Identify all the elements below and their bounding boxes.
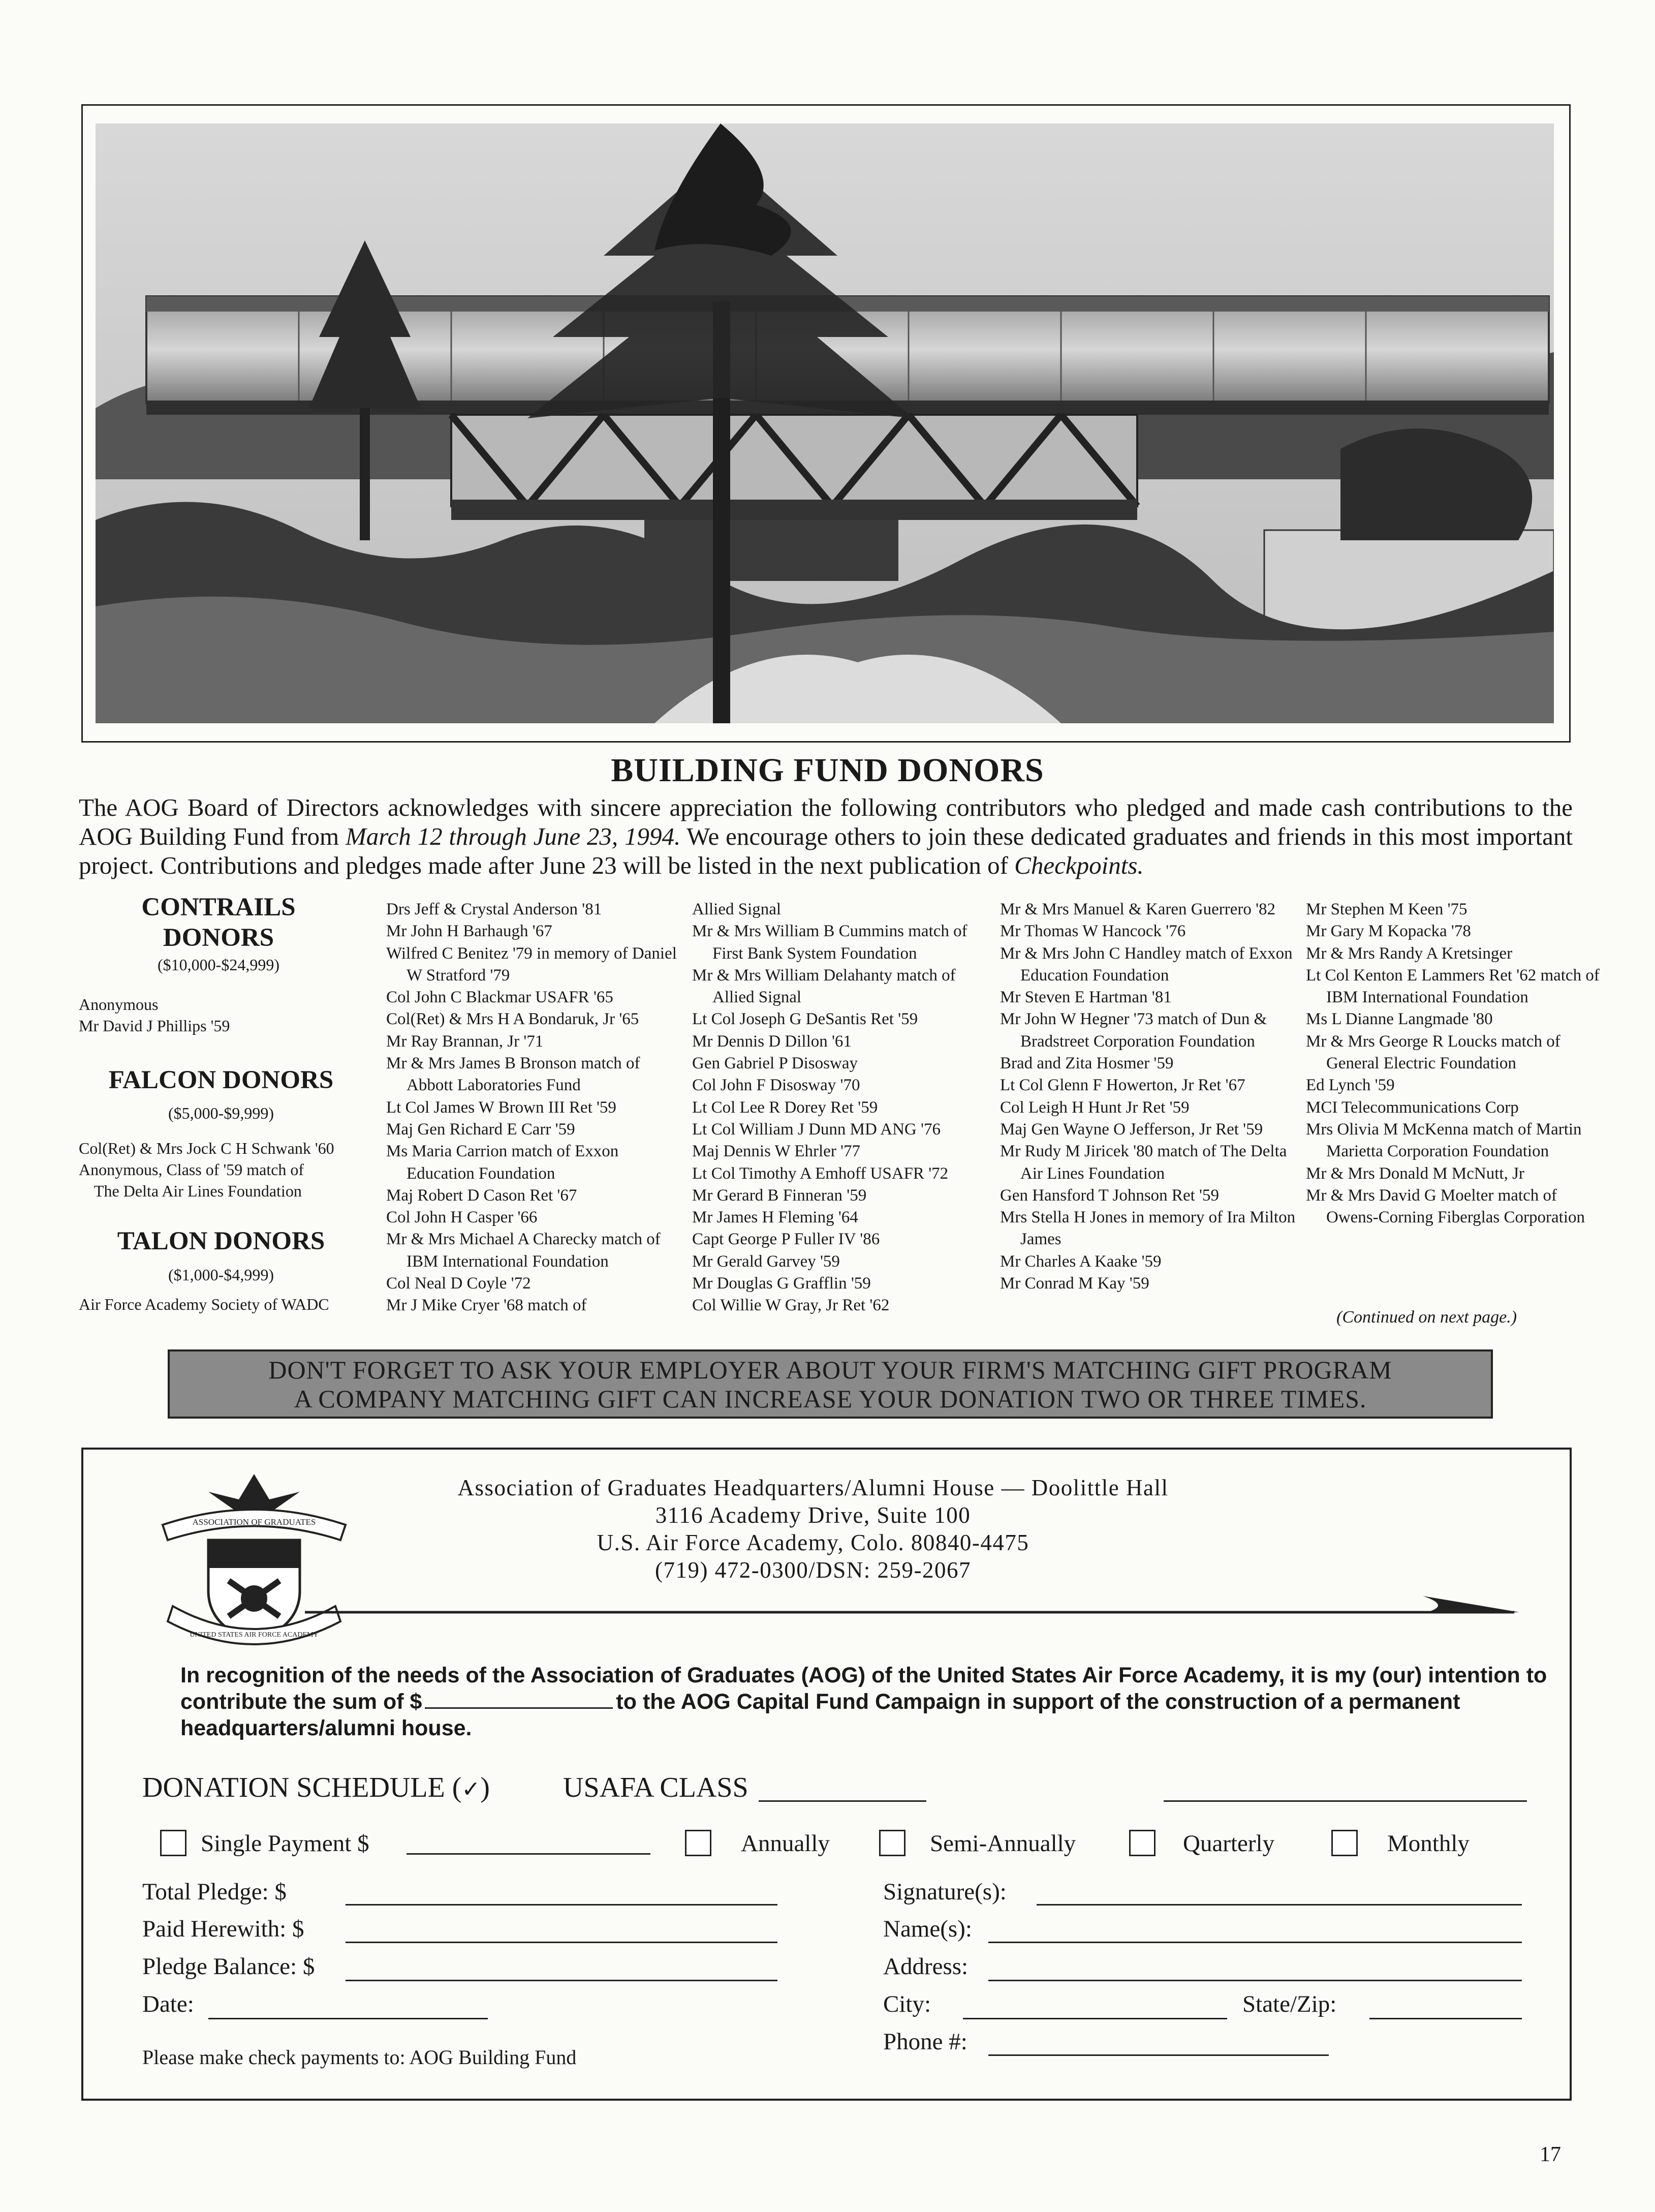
donor-entry: Mr Dennis D Dillon '61 [692,1032,852,1051]
donor-entry: Ms L Dianne Langmade '80 [1306,1010,1493,1029]
donor-column-2 [692,899,997,1317]
donor-entry: Col Willie W Gray, Jr Ret '62 [692,1296,890,1315]
donation-schedule-text: DONATION SCHEDULE ( [142,1772,462,1803]
donor-column-1 [386,899,681,1317]
donor-entry: Mr Ray Brannan, Jr '71 [386,1032,544,1051]
donor-entry: Mr & Mrs William B Cummins match of First Bank System Foundation [692,922,967,963]
donor-entry: Col John H Casper '66 [386,1208,538,1227]
intro-dates: March 12 through June 23, 1994. [345,822,681,850]
continued-note: (Continued on next page.) [1336,1308,1517,1327]
donor-entry: Mrs Stella H Jones in memory of Ira Milton James [1000,1208,1296,1249]
pledge-balance-field[interactable] [346,1980,777,1981]
talon-donor-list [79,1294,384,1315]
donor-entry: Maj Robert D Cason Ret '67 [386,1186,577,1205]
banner-line-1: DON'T FORGET TO ASK YOUR EMPLOYER ABOUT YOUR FIRM'S MATCHING GIFT PROGRAM [268,1356,1392,1384]
pledge-amount-field[interactable] [425,1707,613,1709]
donation-schedule-label [142,1771,490,1804]
usafa-class-label: USAFA CLASS [563,1772,748,1803]
donor-entry: Mr & Mrs David G Moelter match of Owens-Corning Fiberglas Corporation [1306,1186,1585,1227]
donor-entry: Ed Lynch '59 [1306,1076,1395,1095]
donor-entry: Capt George P Fuller IV '86 [692,1230,880,1249]
donor-entry: Mr J Mike Cryer '68 match of [386,1296,587,1315]
pledge-statement-part-1: In recognition of the needs of the Association of Graduates (AOG) of the United States Air Force Academy, it is my (our) intention to contribute the sum of $ [180,1663,1547,1714]
pledge-statement-part-2: to the AOG Capital Fund Campaign in support of the construction of a permanent headquarters/alumni house. [180,1689,1460,1740]
donor-entry: The Delta Air Lines Foundation [94,1182,302,1200]
single-payment-field[interactable] [407,1853,650,1855]
donor-column-3 [1000,899,1300,1295]
city-field[interactable] [963,2018,1227,2019]
signature-field[interactable] [1037,1904,1522,1906]
donor-entry: Mr Steven E Hartman '81 [1000,988,1172,1007]
donor-entry: Mr & Mrs Randy A Kretsinger [1306,944,1513,963]
donor-entry: Mr & Mrs Manuel & Karen Guerrero '82 [1000,900,1276,918]
svg-text:ASSOCIATION OF GRADUATES: ASSOCIATION OF GRADUATES [192,1517,316,1527]
donor-entry: Brad and Zita Hosmer '59 [1000,1054,1174,1073]
address-line-4: (719) 472-0300/DSN: 259-2067 [655,1557,971,1583]
contrails-range: ($10,000-$24,999) [158,956,279,974]
donor-entry: Mr & Mrs James B Bronson match of Abbott Laboratories Fund [386,1054,640,1095]
donor-entry: Mr Gerald Garvey '59 [692,1252,840,1271]
donor-entry: MCI Telecommunications Corp [1306,1098,1519,1117]
paid-herewith-field[interactable] [346,1942,777,1943]
donor-entry: Anonymous, Class of '59 match of [79,1160,304,1179]
semi-annually-label: Semi-Annually [930,1830,1076,1857]
donor-entry: Mr & Mrs George R Loucks match of General Electric Foundation [1306,1032,1560,1073]
monthly-label: Monthly [1387,1830,1470,1857]
names-field[interactable] [988,1942,1522,1943]
donor-entry: Lt Col Joseph G DeSantis Ret '59 [692,1010,918,1029]
donor-entry: Mr James H Fleming '64 [692,1208,858,1227]
donor-entry: Lt Col Glenn F Howerton, Jr Ret '67 [1000,1076,1245,1095]
signature-label: Signature(s): [883,1879,1007,1905]
address-line-1: Association of Graduates Headquarters/Alumni House — Doolittle Hall [457,1475,1169,1500]
pledge-statement [180,1662,1552,1741]
annually-label: Annually [741,1830,830,1857]
monthly-checkbox[interactable] [1331,1830,1358,1856]
quarterly-checkbox[interactable] [1129,1830,1156,1856]
donor-entry: Mr Stephen M Keen '75 [1306,900,1467,918]
donor-entry: Anonymous [79,995,159,1013]
donor-entry: Lt Col Lee R Dorey Ret '59 [692,1098,878,1117]
falcon-donor-list [79,1138,384,1202]
donor-entry: Maj Dennis W Ehrler '77 [692,1142,860,1161]
donor-entry: Mr & Mrs Michael A Charecky match of IBM International Foundation [386,1230,661,1271]
donor-entry: Mr & Mrs William Delahanty match of Allied Signal [692,966,956,1007]
matching-gift-banner [168,1349,1493,1419]
donor-entry: Mr John H Barhaugh '67 [386,922,552,941]
intro-paragraph [79,793,1573,880]
donor-entry: Mr John W Hegner '73 match of Dun & Bradstreet Corporation Foundation [1000,1010,1267,1051]
donor-entry: Mr Douglas G Grafflin '59 [692,1274,871,1293]
donor-entry: Col Neal D Coyle '72 [386,1274,531,1293]
quarterly-label: Quarterly [1183,1830,1275,1857]
publication-name: Checkpoints. [1014,851,1144,879]
single-payment-label: Single Payment $ [201,1830,369,1857]
total-pledge-label: Total Pledge: $ [142,1879,287,1905]
contrails-title-line1: CONTRAILS [141,893,296,921]
phone-label: Phone #: [883,2029,967,2055]
intro-text: The AOG Board of Directors acknowledges with sincere appreciation the following contributors who pledged and made cash contributions to the AOG Building Fund from [79,793,1573,850]
close-paren: ) [480,1772,490,1803]
talon-title: TALON DONORS [117,1227,325,1255]
intro-text-2: We encourage others to join these dedicated graduates and friends in this most important project. Contributions and pledges made after June 23 will be listed in the next publication of [79,822,1573,879]
donor-entry: Air Force Academy Society of WADC [79,1295,329,1313]
donor-entry: Col(Ret) & Mrs H A Bondaruk, Jr '65 [386,1010,639,1029]
total-pledge-field[interactable] [346,1904,777,1906]
donor-entry: Col(Ret) & Mrs Jock C H Schwank '60 [79,1139,334,1157]
check-payment-note: Please make check payments to: AOG Building Fund [142,2046,577,2069]
donor-entry: Mrs Olivia M McKenna match of Martin Marietta Corporation Foundation [1306,1120,1582,1161]
address-field[interactable] [988,1980,1522,1981]
single-payment-checkbox[interactable] [160,1830,186,1856]
paid-herewith-label: Paid Herewith: $ [142,1916,304,1942]
address-line-3: U.S. Air Force Academy, Colo. 80840-4475 [597,1530,1029,1555]
banner-line-2: A COMPANY MATCHING GIFT CAN INCREASE YOUR DONATION TWO OR THREE TIMES. [294,1385,1367,1413]
names-label: Name(s): [883,1916,972,1942]
falcon-range: ($5,000-$9,999) [168,1104,274,1122]
donor-entry: Lt Col James W Brown III Ret '59 [386,1098,616,1117]
illustration-frame [81,104,1571,743]
pledge-balance-label: Pledge Balance: $ [142,1953,315,1980]
address-label: Address: [883,1953,969,1980]
phone-field[interactable] [988,2054,1329,2056]
date-label: Date: [142,1991,194,2017]
donor-column-4 [1306,899,1606,1228]
annually-checkbox[interactable] [685,1830,711,1856]
page-title: BUILDING FUND DONORS [611,752,1044,789]
donor-entry: Mr & Mrs Donald M McNutt, Jr [1306,1164,1524,1183]
donor-entry: Lt Col Timothy A Emhoff USAFR '72 [692,1164,949,1183]
donor-entry: Drs Jeff & Crystal Anderson '81 [386,900,602,918]
page-number: 17 [1540,2143,1561,2166]
donor-entry: Col Leigh H Hunt Jr Ret '59 [1000,1098,1190,1117]
donor-entry: Mr David J Phillips '59 [79,1017,230,1035]
donor-entry: Mr Thomas W Hancock '76 [1000,922,1186,941]
arrow-divider [305,1591,1519,1621]
building-illustration [96,124,1554,723]
donor-entry: Ms Maria Carrion match of Exxon Education Foundation [386,1142,619,1183]
donor-entry: Mr Gerard B Finneran '59 [692,1186,867,1205]
donor-entry: Col John C Blackmar USAFR '65 [386,988,613,1007]
falcon-title: FALCON DONORS [108,1066,334,1094]
donor-entry: Mr & Mrs John C Handley match of Exxon Education Foundation [1000,944,1293,985]
donor-entry: Maj Gen Wayne O Jefferson, Jr Ret '59 [1000,1120,1263,1139]
talon-range: ($1,000-$4,999) [168,1266,274,1284]
donor-entry: Mr Conrad M Kay '59 [1000,1274,1149,1293]
donor-entry: Gen Hansford T Johnson Ret '59 [1000,1186,1219,1205]
address-line-2: 3116 Academy Drive, Suite 100 [655,1502,971,1528]
semi-annually-checkbox[interactable] [879,1830,905,1856]
state-zip-field[interactable] [1369,2018,1522,2019]
extra-field[interactable] [1164,1800,1527,1802]
donor-entry: Maj Gen Richard E Carr '59 [386,1120,575,1139]
donor-entry: Gen Gabriel P Disosway [692,1054,858,1073]
donor-entry: Lt Col Kenton E Lammers Ret '62 match of IBM International Foundation [1306,966,1600,1007]
contrails-title-line2: DONORS [163,924,274,952]
state-zip-label: State/Zip: [1242,1991,1337,2017]
aog-address [356,1474,1270,1584]
donor-entry: Mr Rudy M Jiricek '80 match of The Delta Air Lines Foundation [1000,1142,1287,1183]
svg-text:UNITED STATES AIR FORCE ACADEM: UNITED STATES AIR FORCE ACADEMY [190,1631,319,1639]
donor-entry: Mr Charles A Kaake '59 [1000,1252,1162,1271]
donor-entry: Wilfred C Benitez '79 in memory of Daniel W Stratford '79 [386,944,677,985]
usafa-class-field[interactable] [759,1800,926,1802]
donor-entry: Mr Gary M Kopacka '78 [1306,922,1471,941]
donor-entry: Col John F Disosway '70 [692,1076,860,1095]
contrails-title [91,892,346,953]
city-label: City: [883,1991,931,2017]
donor-entry: Lt Col William J Dunn MD ANG '76 [692,1120,941,1139]
checkmark-icon: ✓ [461,1777,481,1802]
date-field[interactable] [208,2018,488,2019]
contrails-donor-list [79,994,363,1036]
donor-entry: Allied Signal [692,900,782,918]
